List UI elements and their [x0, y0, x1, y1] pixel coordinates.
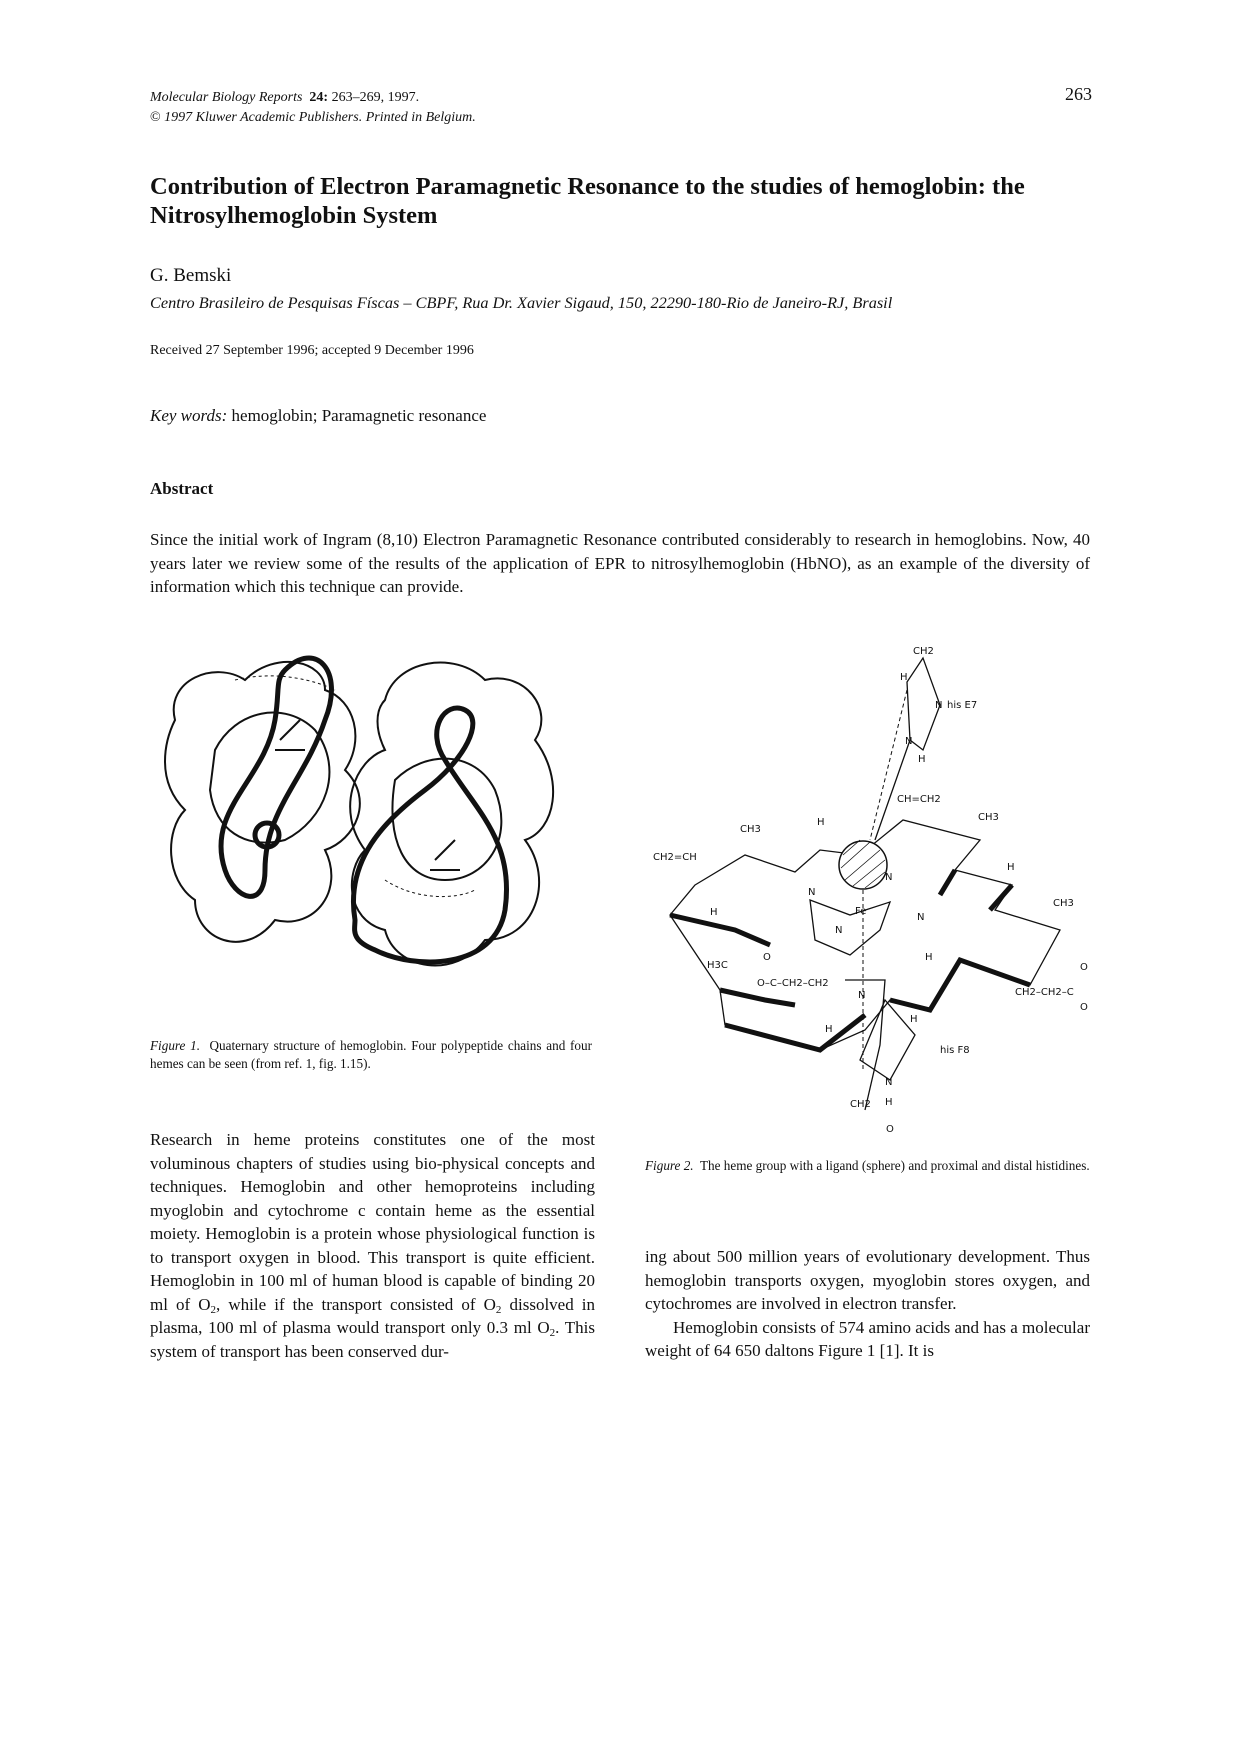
subscript: 2	[210, 1303, 217, 1316]
label-ch-ch2: CH=CH2	[897, 794, 941, 805]
received-date: Received 27 September 1996; accepted 9 December 1996	[150, 343, 474, 358]
figure-1-caption	[150, 1037, 592, 1073]
page-number: 263	[1065, 84, 1092, 104]
figure-2-caption-text: The heme group with a ligand (sphere) and proximal and distal histidines.	[699, 1158, 1090, 1173]
paragraph: ing about 500 million years of evolutionary development. Thus hemoglobin transports oxygen, myoglobin stores oxygen, and cytochromes are involved in electron transfer.	[645, 1247, 1090, 1313]
label-n-f8: N	[858, 990, 866, 1001]
label-ch3-a: CH3	[740, 824, 761, 835]
label-h-f8a: H	[825, 1024, 833, 1035]
running-header	[150, 88, 476, 128]
figure-1-label: Figure 1.	[150, 1038, 201, 1053]
label-h-l: H	[710, 907, 718, 918]
label-n4: N	[835, 925, 843, 936]
label-o2: O	[1080, 962, 1088, 973]
paragraph: Hemoglobin consists of 574 amino acids and has a molecular weight of 64 650 daltons Figure 1 [1]. It is	[645, 1317, 1090, 1360]
author: G. Bemski	[150, 265, 232, 286]
label-his-e7: his E7	[947, 700, 978, 711]
subscript: 2	[549, 1327, 556, 1339]
volume: 24:	[309, 90, 329, 105]
label-n2: N	[885, 872, 893, 883]
label-n-f8b: N	[885, 1077, 893, 1088]
figure-2-label: Figure 2.	[645, 1158, 694, 1173]
label-ch2-f8: CH2	[850, 1099, 871, 1110]
subscript: 2	[495, 1303, 502, 1316]
affiliation: Centro Brasileiro de Pesquisas Físcas – CBPF, Rua Dr. Xavier Sigaud, 150, 22290-180-Rio de Janeiro-RJ, Brasil	[150, 293, 893, 312]
abstract-text: Since the initial work of Ingram (8,10) Electron Paramagnetic Resonance contributed considerably to research in hemoglobins. Now, 40 years later we review some of the results of the application of EPR to nitrosylhemoglobin (HbNO), as an example of the diversity of information which this technique can provide.	[150, 530, 1090, 596]
label-propionate-r: CH2–CH2–C	[1015, 987, 1074, 998]
journal-name: Molecular Biology Reports	[150, 90, 303, 105]
label-propionate-l: O–C–CH2–CH2	[757, 978, 829, 989]
label-h-f8b: H	[910, 1014, 918, 1025]
keywords	[150, 406, 486, 426]
copyright-symbol: ©	[150, 110, 161, 125]
body-text: Research in heme proteins constitutes one of the most voluminous chapters of studies using bio-physical concepts and techniques. Hemoglobin and other hemoproteins including myoglobin and cytochrome c contain heme as the essential moiety. Hemoglobin is a protein whose physiological function is to transport oxygen in blood. This transport is quite efficient. Hemoglobin in 100 ml of human blood is capable of binding 20 ml of	[150, 1130, 595, 1314]
figure-1-caption-text: Quaternary structure of hemoglobin. Four polypeptide chains and four hemes can be seen (from ref. 1, fig. 1.15).	[150, 1038, 593, 1071]
pages-year: 263–269, 1997.	[331, 90, 420, 105]
body-text: O	[198, 1294, 211, 1314]
copyright: 1997 Kluwer Academic Publishers. Printed in Belgium.	[164, 110, 476, 125]
figure-2-heme-group	[645, 640, 1095, 1140]
abstract-heading: Abstract	[150, 479, 214, 498]
body-text: . This system of transport has been conserved dur-	[150, 1318, 595, 1361]
label-ch3-b: CH3	[978, 812, 999, 823]
label-ch3-r: CH3	[1053, 898, 1074, 909]
paper-title: Contribution of Electron Paramagnetic Resonance to the studies of hemoglobin: the Nitrosylhemoglobin System	[150, 173, 1025, 229]
figure-1-hemoglobin-structure	[155, 640, 595, 1020]
label-o-f8: O	[886, 1124, 894, 1135]
body-column-right	[645, 1245, 1090, 1363]
label-his-f8: his F8	[940, 1045, 970, 1056]
label-ch2-ch: CH2=CH	[653, 852, 697, 863]
label-h-f8c: H	[885, 1097, 893, 1108]
label-h3c: H3C	[707, 960, 728, 971]
label-h-top: H	[900, 672, 908, 683]
label-h-r: H	[1007, 862, 1015, 873]
body-text: , while if the transport consisted of O	[216, 1294, 496, 1314]
label-n-e7: N	[935, 700, 943, 711]
label-o1: O	[763, 952, 771, 963]
label-h-meso: H	[817, 817, 825, 828]
label-fe: Fe	[855, 906, 867, 917]
body-text: dissolved in plasma, 100 ml of plasma would transport only 0.3 ml O	[150, 1294, 596, 1337]
label-h-e7b: H	[918, 754, 926, 765]
body-column-left	[150, 1128, 595, 1363]
label-o3: O	[1080, 1002, 1088, 1013]
figure-2-caption	[645, 1157, 1090, 1175]
label-n-e7b: N	[905, 736, 913, 747]
keywords-label: Key words:	[150, 406, 228, 425]
label-ch2-top: CH2	[913, 646, 934, 657]
label-n1: N	[808, 887, 816, 898]
label-n3: N	[917, 912, 925, 923]
keywords-value: hemoglobin; Paramagnetic resonance	[231, 406, 487, 425]
label-h-b: H	[925, 952, 933, 963]
